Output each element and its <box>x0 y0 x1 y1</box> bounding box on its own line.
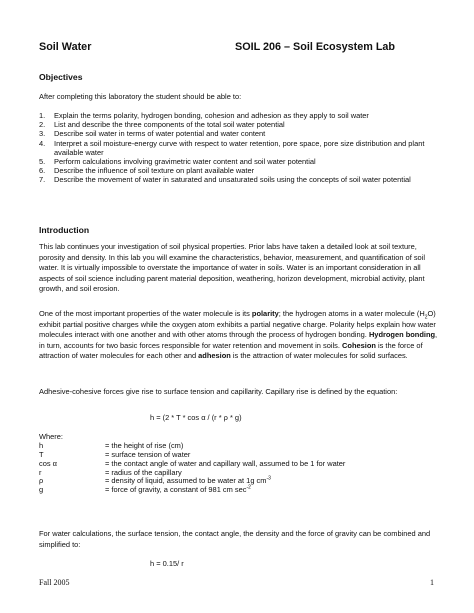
intro-paragraph-2: One of the most important properties of the water molecule is its polarity; the hydrogen atoms in a water molecule $(H_2O)$ exhibit partial positive charges while the oxygen atom exhibits a partial negative charge. Polarity helps explain how water molecules interact with one another and with other atoms through the process of hydrogen bonding. Hydrogen bonding, in turn, accounts for two basic forces responsible for water retention and movement in soils. Cohesion is the force of attraction of water molecules for each other and adhesion is the attraction of water molecules for solid surfaces. <box>39 309 438 361</box>
intro-paragraph-4: For water calculations, the surface tension, the contact angle, the density and the force of gravity can be combined and simplified to: <box>39 529 431 549</box>
definition-row: r = radius of the capillary <box>39 467 182 477</box>
objectives-heading: Objectives <box>39 72 83 82</box>
list-item <box>39 175 441 184</box>
term-adhesion: adhesion <box>198 351 231 361</box>
list-number: 6. <box>39 166 46 176</box>
course-title: SOIL 206 – Soil Ecosystem Lab <box>235 41 396 53</box>
definition-row: cos α = the contact angle of water and capillary wall, assumed to be 1 for water <box>39 458 346 468</box>
list-item-text: List and describe the three components of the total soil water potential <box>54 120 285 130</box>
intro-paragraph-3: Adhesive-cohesive forces give rise to surface tension and capillarity. Capillary rise is defined by the equation: <box>39 387 398 396</box>
definition-row: T = surface tension of water <box>39 449 191 459</box>
list-item <box>39 157 441 166</box>
objectives-list <box>39 111 441 185</box>
definition-row: ρ = density of liquid, assumed to be water at 1g $cm^{-3}$ <box>39 475 271 486</box>
list-number: 1. <box>39 111 46 120</box>
term-polarity: polarity <box>251 309 279 318</box>
term-hydrogen-bonding: Hydrogen bonding <box>368 330 436 340</box>
list-item <box>39 139 441 157</box>
list-number: 5. <box>39 157 46 167</box>
list-item <box>39 129 441 138</box>
list-number: 4. <box>39 138 46 148</box>
list-item <box>39 120 441 129</box>
variable-definitions <box>39 433 441 495</box>
list-item-text: Explain the terms polarity, hydrogen bonding, cohesion and adhesion as they apply to soil water <box>54 111 369 120</box>
list-item <box>39 111 441 120</box>
definition-row: g = force of gravity, a constant of 981 cm $\sec^{-2}$ <box>39 484 251 495</box>
list-number: 3. <box>39 129 46 139</box>
definition-row: h = the height of rise (cm) <box>39 440 184 450</box>
objectives-intro: After completing this laboratory the student should be able to: <box>39 92 242 101</box>
page-number: 1 <box>430 578 434 587</box>
list-item-text: Describe the influence of soil texture on plant available water <box>54 166 255 176</box>
intro-paragraph-1: This lab continues your investigation of soil physical properties. Prior labs have taken a detailed look at soil texture, porosity and density. In this lab you will examine the characteristics, behavior, measurement, and quantification of soil water. It is virtually impossible to overstate the importance of water in soils. Water is an important consideration in all aspects of soil science including parent material deposition, weathering, horizon development, microbial activity, plant growth, and soil erosion. <box>39 242 425 294</box>
list-number: 7. <box>39 175 46 185</box>
list-item <box>39 166 441 175</box>
where-label: Where: <box>39 432 63 441</box>
list-number: 2. <box>39 120 46 130</box>
page-header <box>39 41 434 57</box>
capillary-rise-equation: h = (2 * T * cos α / (r * ρ * g) <box>150 413 242 422</box>
list-item-text: Interpret a soil moisture-energy curve with respect to water retention, pore space, pore size distribution and plant available water <box>54 138 425 157</box>
header-title: Soil Water <box>39 41 92 53</box>
term-cohesion: Cohesion <box>342 340 376 350</box>
list-item-text: Describe soil water in terms of water potential and water content <box>54 129 266 139</box>
list-item-text: Describe the movement of water in saturated and unsaturated soils using the concepts of soil water potential <box>54 175 411 185</box>
footer-term: Fall 2005 <box>39 578 70 587</box>
list-item-text: Perform calculations involving gravimetric water content and soil water potential <box>54 157 316 167</box>
simplified-equation: h = 0.15/ r <box>150 559 184 568</box>
introduction-heading: Introduction <box>39 225 90 235</box>
